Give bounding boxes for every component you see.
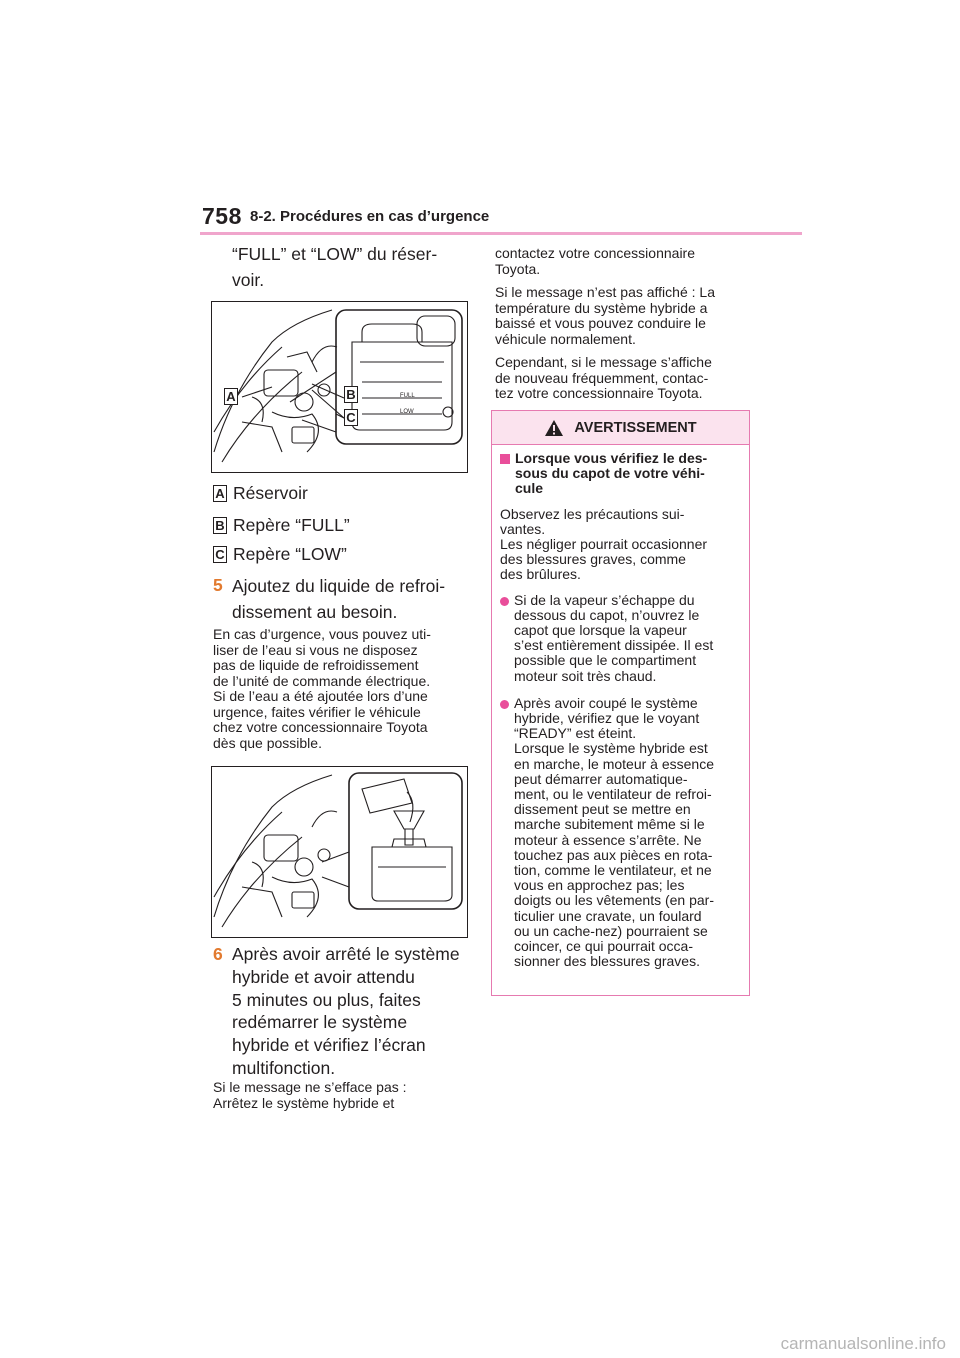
watermark: carmanualsonline.info — [780, 1334, 946, 1353]
legend-label: C — [213, 546, 227, 563]
step-number: 5 — [213, 575, 223, 595]
figure-label-a: A — [224, 388, 238, 405]
warning-title: AVERTISSEMENT — [574, 419, 697, 436]
warning-intro: Observez les précautions sui- vantes. Les négliger pourrait occasionner des blessures graves, comme des brûlures. — [500, 505, 708, 583]
warning-header — [492, 411, 749, 445]
note-water: En cas d’urgence, vous pouvez uti- liser de l’eau si vous ne disposez pas de liquide de refroidissement de l’unité de commande électrique. Si de l’eau a été ajoutée lors d’une urgence, faites vérifier le véhicule chez votre concessionnaire Toyota dès que possible. — [213, 626, 431, 751]
legend-label: B — [213, 517, 227, 534]
warning-box — [491, 410, 750, 996]
legend-item-b — [213, 515, 350, 536]
figure-adding-coolant — [211, 766, 468, 938]
pouring-coolant-illustration — [212, 767, 467, 937]
figure-label-c: C — [344, 409, 358, 426]
square-bullet-icon — [500, 454, 510, 464]
figure-label-b: B — [344, 386, 358, 403]
full-mark: FULL — [400, 393, 415, 399]
low-mark: LOW — [400, 409, 414, 415]
paragraph-frequent: Cependant, si le message s’affiche de nouveau fréquemment, contac- tez votre concessionnaire Toyota. — [495, 354, 712, 401]
legend-text: Réservoir — [233, 483, 308, 503]
warning-triangle-icon — [544, 419, 564, 437]
page-number: 758 — [202, 203, 242, 229]
warning-bullet — [500, 696, 741, 970]
circle-bullet-icon — [500, 597, 509, 606]
figure-reservoir-marks — [211, 301, 468, 473]
step-5 — [213, 574, 445, 625]
warning-subtitle-row — [500, 451, 741, 497]
warning-body — [492, 445, 749, 970]
warning-bullet — [500, 593, 741, 684]
note-message: Si le message ne s’efface pas : Arrêtez le système hybride et — [213, 1079, 407, 1111]
paragraph-contact: contactez votre concessionnaire Toyota. — [495, 245, 695, 277]
circle-bullet-icon — [500, 700, 509, 709]
paragraph-not-displayed: Si le message n’est pas affiché : La température du système hybride a baissé et vous pouvez conduire le véhicule normalement. — [495, 284, 715, 347]
engine-reservoir-illustration — [212, 302, 467, 472]
legend-item-c — [213, 544, 347, 565]
header-rule — [200, 232, 802, 235]
step-6 — [213, 943, 460, 1080]
legend-item-a — [213, 483, 308, 504]
legend-text: Repère “LOW” — [233, 544, 347, 564]
right-text — [495, 246, 755, 410]
intro-text: “FULL” et “LOW” du réser- voir. — [232, 244, 438, 290]
step-text: Ajoutez du liquide de refroi- dissement au besoin. — [232, 576, 446, 622]
bullet-text: Après avoir coupé le système hybride, vérifiez que le voyant “READY” est éteint. Lorsque le système hybride est en marche, le moteur à essence peut démarrer automatique- ment, ou le ventilateur de refroi- dissement peut se mettre en marche subitement même si le moteur à essence s’arrête. Ne touchez pas aux pièces en rota- tion, comme le ventilateur, et ne vous en approchez pas; les doigts ou les vêtements (en par- ticulier une cravate, un foulard ou un cache-nez) pourraient se coincer, ce qui pourrait occa- sionner des blessures graves. — [514, 694, 714, 970]
warning-subtitle: Lorsque vous vérifiez le des- sous du capot de votre véhi- cule — [515, 450, 708, 497]
legend-label: A — [213, 485, 227, 502]
step-number: 6 — [213, 944, 223, 964]
step-text: Après avoir arrêté le système hybride et avoir attendu 5 minutes ou plus, faites redémarrer le système hybride et vérifiez l’écran multifonction. — [232, 944, 460, 1078]
legend-text: Repère “FULL” — [233, 515, 350, 535]
section-title: 8-2. Procédures en cas d’urgence — [250, 208, 490, 225]
bullet-text: Si de la vapeur s’échappe du dessous du capot, n’ouvrez le capot que lorsque la vapeur s’est entièrement dissipée. Il est possible que le compartiment moteur soit très chaud. — [514, 591, 714, 684]
